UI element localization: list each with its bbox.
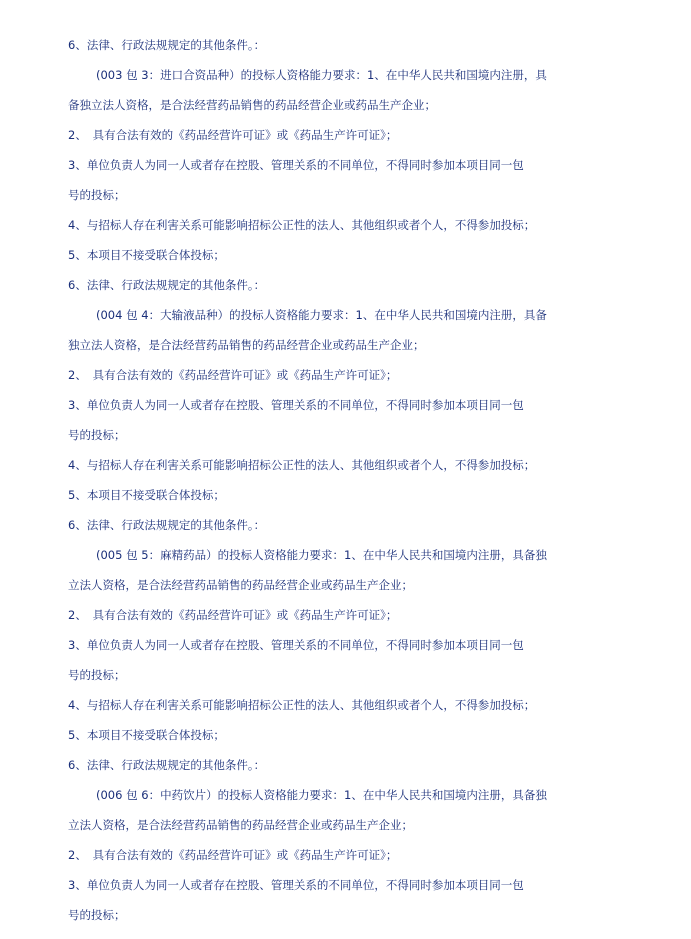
text-line: 备独立法人资格，是合法经营药品销售的药品经营企业或药品生产企业； (68, 98, 436, 112)
text-line: 2、 具有合法有效的《药品经营许可证》或《药品生产许可证》； (68, 848, 398, 862)
text-line: 3、单位负责人为同一人或者存在控股、管理关系的不同单位，不得同时参加本项目同一包 (68, 398, 524, 412)
text-line: 4、与招标人存在利害关系可能影响招标公正性的法人、其他组织或者个人，不得参加投标； (68, 458, 536, 472)
text-line: 4、与招标人存在利害关系可能影响招标公正性的法人、其他组织或者个人，不得参加投标； (68, 698, 536, 712)
text-line: (005 包 5：麻精药品）的投标人资格能力要求：1、在中华人民共和国境内注册，具备独 (96, 548, 547, 562)
text-line: 号的投标； (68, 428, 126, 442)
text-line: 2、 具有合法有效的《药品经营许可证》或《药品生产许可证》； (68, 128, 398, 142)
text-line: 5、本项目不接受联合体投标； (68, 248, 225, 262)
text-line: (004 包 4：大输液品种）的投标人资格能力要求：1、在中华人民共和国境内注册，具备 (96, 308, 547, 322)
text-line: 2、 具有合法有效的《药品经营许可证》或《药品生产许可证》； (68, 608, 398, 622)
text-line: 5、本项目不接受联合体投标； (68, 728, 225, 742)
text-line: 号的投标； (68, 188, 126, 202)
text-line: 5、本项目不接受联合体投标； (68, 488, 225, 502)
text-line: 6、法律、行政法规规定的其他条件。： (68, 278, 266, 292)
text-line: 3、单位负责人为同一人或者存在控股、管理关系的不同单位，不得同时参加本项目同一包 (68, 878, 524, 892)
text-line: 3、单位负责人为同一人或者存在控股、管理关系的不同单位，不得同时参加本项目同一包 (68, 638, 524, 652)
text-line: 号的投标； (68, 908, 126, 922)
text-line: (003 包 3：进口合资品种）的投标人资格能力要求：1、在中华人民共和国境内注册，具 (96, 68, 547, 82)
text-line: 立法人资格，是合法经营药品销售的药品经营企业或药品生产企业； (68, 818, 413, 832)
text-line: 独立法人资格，是合法经营药品销售的药品经营企业或药品生产企业； (68, 338, 425, 352)
text-line: 6、法律、行政法规规定的其他条件。： (68, 758, 266, 772)
text-line: 6、法律、行政法规规定的其他条件。： (68, 38, 266, 52)
text-line: 号的投标； (68, 668, 126, 682)
text-line: 立法人资格，是合法经营药品销售的药品经营企业或药品生产企业； (68, 578, 413, 592)
text-line: 3、单位负责人为同一人或者存在控股、管理关系的不同单位，不得同时参加本项目同一包 (68, 158, 524, 172)
text-line: 4、与招标人存在利害关系可能影响招标公正性的法人、其他组织或者个人，不得参加投标； (68, 218, 536, 232)
text-line: 2、 具有合法有效的《药品经营许可证》或《药品生产许可证》； (68, 368, 398, 382)
text-line: (006 包 6：中药饮片）的投标人资格能力要求：1、在中华人民共和国境内注册，具备独 (96, 788, 547, 802)
text-line: 6、法律、行政法规规定的其他条件。： (68, 518, 266, 532)
